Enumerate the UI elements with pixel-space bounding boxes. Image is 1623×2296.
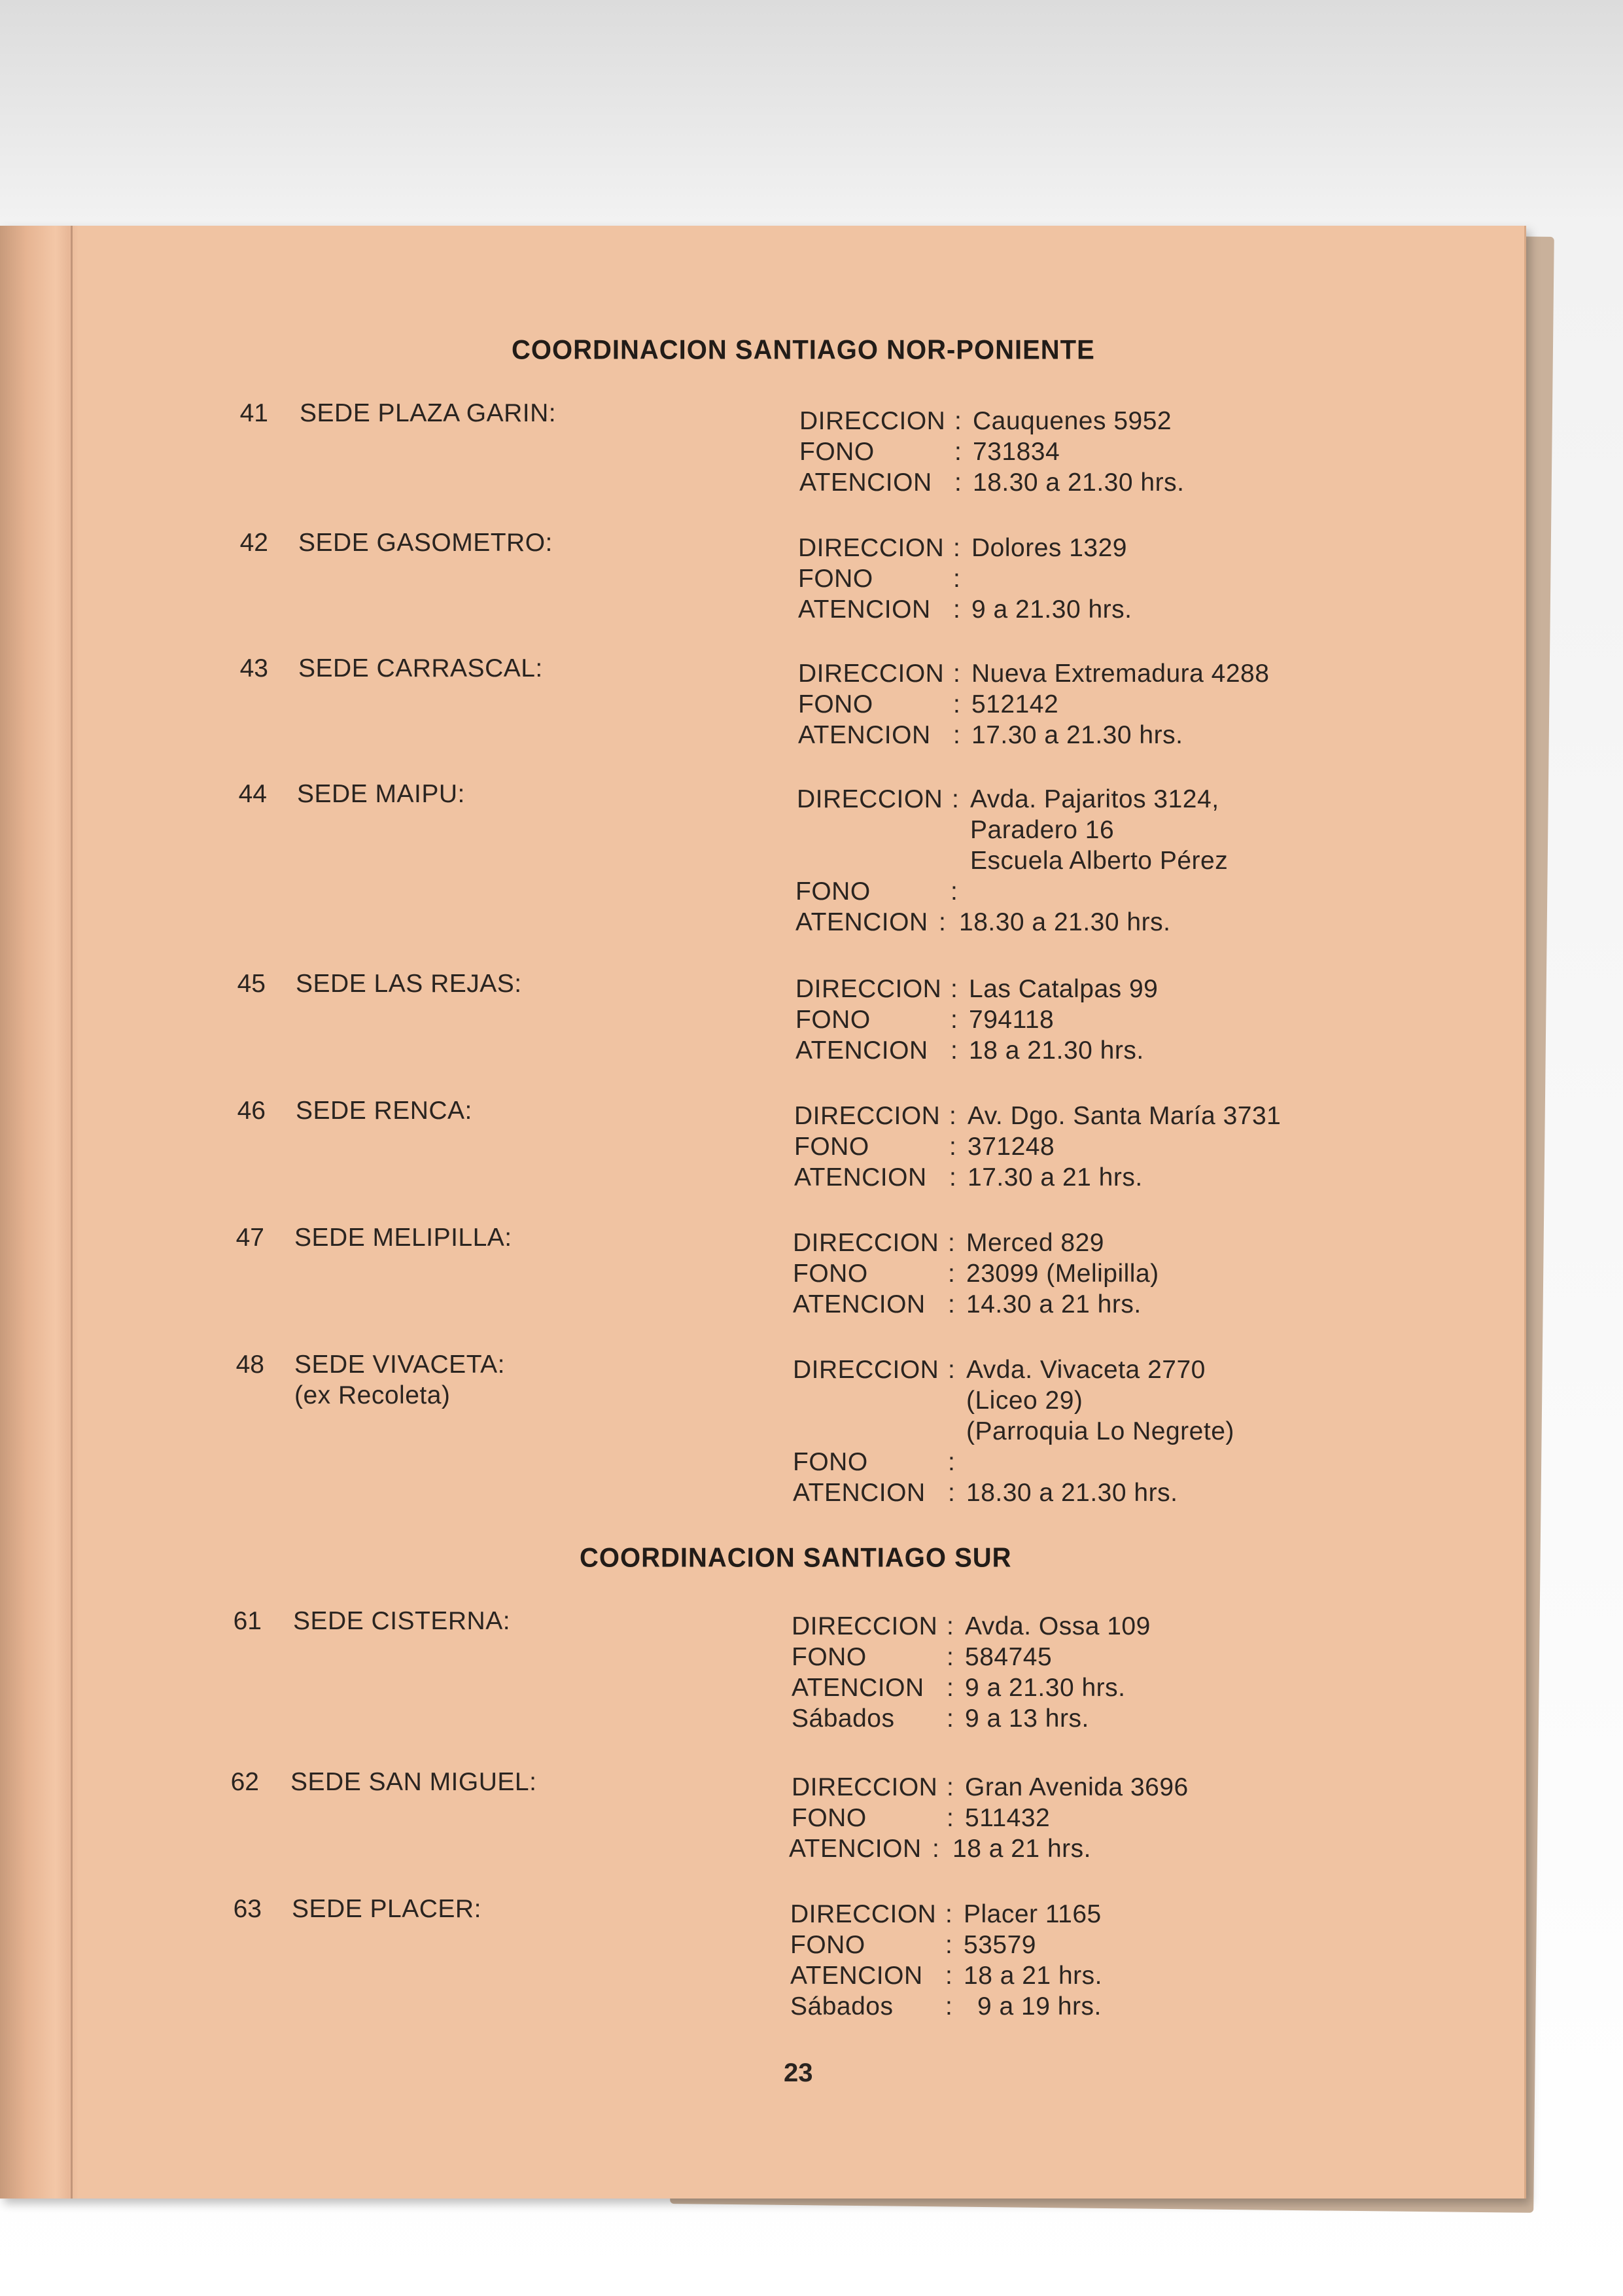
sede-number: 47 bbox=[236, 1224, 264, 1252]
field-colon: : bbox=[952, 785, 959, 813]
field-value: 9 a 21.30 hrs. bbox=[965, 1674, 1126, 1702]
field-colon: : bbox=[949, 1102, 956, 1130]
field-value: Cauquenes 5952 bbox=[973, 407, 1172, 435]
field-colon: : bbox=[948, 1479, 955, 1507]
sede-number: 45 bbox=[237, 970, 266, 998]
field-colon: : bbox=[953, 721, 960, 749]
field-label: DIRECCION bbox=[792, 1612, 938, 1640]
field-value: Gran Avenida 3696 bbox=[965, 1773, 1189, 1801]
field-value: 9 a 19 hrs. bbox=[977, 1992, 1102, 2021]
field-label: DIRECCION bbox=[793, 1356, 939, 1384]
sede-name: SEDE MELIPILLA: bbox=[294, 1224, 512, 1252]
field-colon: : bbox=[947, 1643, 954, 1671]
sede-number: 42 bbox=[239, 529, 268, 557]
field-value: (Parroquia Lo Negrete) bbox=[966, 1417, 1234, 1445]
field-label: DIRECCION bbox=[793, 1229, 939, 1257]
field-value: 23099 (Melipilla) bbox=[966, 1260, 1159, 1288]
field-value: 18 a 21 hrs. bbox=[964, 1962, 1102, 1990]
field-label: DIRECCION bbox=[798, 660, 945, 688]
field-label: DIRECCION bbox=[790, 1900, 937, 1928]
field-colon: : bbox=[951, 1036, 958, 1065]
field-value: 731834 bbox=[973, 438, 1060, 466]
page-number: 23 bbox=[784, 2058, 813, 2087]
field-value: 18 a 21 hrs. bbox=[952, 1835, 1091, 1863]
field-value: 794118 bbox=[969, 1006, 1055, 1034]
field-colon: : bbox=[948, 1290, 955, 1318]
field-value: 18.30 a 21.30 hrs. bbox=[973, 468, 1185, 497]
sede-name: SEDE VIVACETA: bbox=[294, 1351, 505, 1379]
field-value: Placer 1165 bbox=[964, 1900, 1102, 1928]
field-value: Dolores 1329 bbox=[971, 534, 1127, 562]
field-label: DIRECCION bbox=[795, 975, 942, 1003]
sede-name: SEDE PLAZA GARIN: bbox=[300, 399, 557, 427]
field-label: DIRECCION bbox=[797, 785, 943, 813]
sede-name: SEDE CARRASCAL: bbox=[298, 654, 543, 682]
field-label: DIRECCION bbox=[799, 407, 946, 435]
field-label: ATENCION bbox=[799, 468, 932, 497]
sede-number: 62 bbox=[230, 1768, 259, 1796]
field-value: 511432 bbox=[965, 1804, 1051, 1832]
field-colon: : bbox=[947, 1804, 954, 1832]
field-colon: : bbox=[951, 1006, 958, 1034]
field-label: ATENCION bbox=[798, 721, 931, 749]
sede-name: SEDE LAS REJAS: bbox=[296, 970, 522, 998]
field-colon: : bbox=[953, 690, 960, 718]
field-label: DIRECCION bbox=[794, 1102, 941, 1130]
field-colon: : bbox=[948, 1260, 955, 1288]
field-colon: : bbox=[954, 438, 962, 466]
field-label: ATENCION bbox=[794, 1163, 927, 1192]
field-colon: : bbox=[954, 407, 962, 435]
field-value: Av. Dgo. Santa María 3731 bbox=[968, 1102, 1282, 1130]
field-label: FONO bbox=[793, 1260, 868, 1288]
field-value: 18 a 21.30 hrs. bbox=[969, 1036, 1144, 1065]
field-label: DIRECCION bbox=[792, 1773, 938, 1801]
field-label: ATENCION bbox=[793, 1290, 926, 1318]
field-value: 9 a 21.30 hrs. bbox=[971, 595, 1132, 624]
field-label: FONO bbox=[798, 690, 873, 718]
sede-number: 43 bbox=[239, 654, 268, 682]
sede-name: SEDE GASOMETRO: bbox=[298, 529, 553, 557]
field-colon: : bbox=[953, 660, 960, 688]
sede-name: SEDE MAIPU: bbox=[297, 780, 465, 808]
field-value: 584745 bbox=[965, 1643, 1053, 1671]
field-label: Sábados bbox=[792, 1704, 895, 1733]
field-label: ATENCION bbox=[798, 595, 931, 624]
sede-number: 44 bbox=[238, 780, 267, 808]
sede-note: (ex Recoleta) bbox=[294, 1381, 451, 1409]
field-value: Las Catalpas 99 bbox=[969, 975, 1159, 1003]
field-colon: : bbox=[939, 908, 946, 936]
field-label: FONO bbox=[792, 1804, 867, 1832]
field-colon: : bbox=[945, 1900, 952, 1928]
field-colon: : bbox=[948, 1229, 955, 1257]
field-value: Paradero 16 bbox=[970, 816, 1115, 844]
sede-number: 41 bbox=[239, 399, 268, 427]
sede-name: SEDE RENCA: bbox=[296, 1097, 472, 1125]
sede-number: 63 bbox=[233, 1895, 262, 1923]
field-colon: : bbox=[945, 1992, 952, 2021]
field-label: ATENCION bbox=[795, 908, 928, 936]
field-value: 18.30 a 21.30 hrs. bbox=[966, 1479, 1178, 1507]
field-colon: : bbox=[949, 1163, 956, 1192]
field-label: FONO bbox=[793, 1448, 868, 1476]
field-colon: : bbox=[932, 1835, 939, 1863]
field-colon: : bbox=[953, 595, 960, 624]
field-colon: : bbox=[953, 565, 960, 593]
section-heading-sur: COORDINACION SANTIAGO SUR bbox=[580, 1542, 1012, 1574]
sede-name: SEDE SAN MIGUEL: bbox=[290, 1768, 537, 1796]
field-colon: : bbox=[945, 1931, 952, 1959]
field-value: Escuela Alberto Pérez bbox=[970, 847, 1229, 875]
field-value: Nueva Extremadura 4288 bbox=[971, 660, 1270, 688]
field-label: FONO bbox=[795, 1006, 871, 1034]
field-value: 512142 bbox=[971, 690, 1059, 718]
field-colon: : bbox=[951, 975, 958, 1003]
field-label: FONO bbox=[794, 1133, 869, 1161]
field-colon: : bbox=[948, 1448, 955, 1476]
field-value: Avda. Ossa 109 bbox=[965, 1612, 1151, 1640]
field-colon: : bbox=[948, 1356, 955, 1384]
field-value: 9 a 13 hrs. bbox=[965, 1704, 1089, 1733]
field-label: DIRECCION bbox=[798, 534, 945, 562]
field-colon: : bbox=[951, 877, 958, 906]
sede-number: 46 bbox=[237, 1097, 266, 1125]
field-label: FONO bbox=[799, 438, 875, 466]
field-label: ATENCION bbox=[790, 1962, 923, 1990]
field-colon: : bbox=[947, 1674, 954, 1702]
sede-number: 61 bbox=[233, 1607, 262, 1635]
field-label: FONO bbox=[795, 877, 871, 906]
field-colon: : bbox=[954, 468, 962, 497]
field-value: Merced 829 bbox=[966, 1229, 1104, 1257]
field-colon: : bbox=[947, 1612, 954, 1640]
field-value: Avda. Vivaceta 2770 bbox=[966, 1356, 1206, 1384]
sede-number: 48 bbox=[236, 1351, 264, 1379]
field-value: 18.30 a 21.30 hrs. bbox=[959, 908, 1171, 936]
field-colon: : bbox=[947, 1773, 954, 1801]
field-colon: : bbox=[947, 1704, 954, 1733]
field-label: FONO bbox=[798, 565, 873, 593]
field-colon: : bbox=[953, 534, 960, 562]
field-label: ATENCION bbox=[789, 1835, 922, 1863]
field-label: FONO bbox=[790, 1931, 865, 1959]
field-value: 14.30 a 21 hrs. bbox=[966, 1290, 1142, 1318]
field-label: FONO bbox=[792, 1643, 867, 1671]
sede-name: SEDE PLACER: bbox=[292, 1895, 481, 1923]
sede-name: SEDE CISTERNA: bbox=[293, 1607, 511, 1635]
field-value: 371248 bbox=[968, 1133, 1055, 1161]
field-colon: : bbox=[945, 1962, 952, 1990]
field-value: Avda. Pajaritos 3124, bbox=[970, 785, 1219, 813]
section-heading-nor-poniente: COORDINACION SANTIAGO NOR-PONIENTE bbox=[512, 334, 1095, 366]
field-colon: : bbox=[949, 1133, 956, 1161]
field-value: 17.30 a 21.30 hrs. bbox=[971, 721, 1183, 749]
field-label: ATENCION bbox=[795, 1036, 928, 1065]
field-value: 17.30 a 21 hrs. bbox=[968, 1163, 1143, 1192]
field-value: (Liceo 29) bbox=[966, 1386, 1083, 1415]
field-label: Sábados bbox=[790, 1992, 894, 2021]
field-value: 53579 bbox=[964, 1931, 1036, 1959]
field-label: ATENCION bbox=[793, 1479, 926, 1507]
field-label: ATENCION bbox=[792, 1674, 924, 1702]
